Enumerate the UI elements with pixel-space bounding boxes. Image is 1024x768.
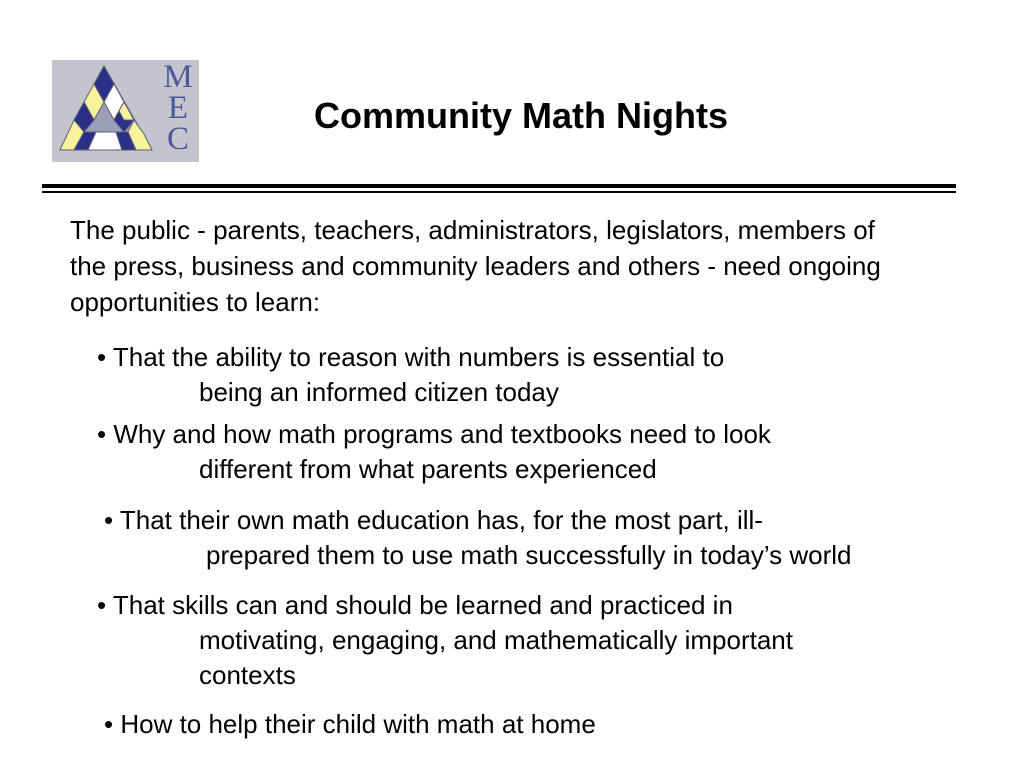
bullet-item: [97, 340, 724, 410]
bullet-line: • How to help their child with math at home: [104, 709, 596, 739]
bullet-item: [97, 417, 771, 487]
slide-title: Community Math Nights: [314, 95, 728, 136]
bullet-line: • That the ability to reason with numbers is essential to: [97, 342, 725, 372]
title-divider-thin: [42, 191, 956, 193]
intro-line: The public - parents, teachers, administrators, legislators, members of: [70, 215, 875, 245]
bullet-line: • That skills can and should be learned and practiced in: [97, 590, 733, 620]
logo-letter-m: M: [163, 59, 193, 95]
bullet-line: motivating, engaging, and mathematically important: [199, 625, 793, 655]
bullet-line: prepared them to use math successfully in today’s world: [206, 540, 852, 570]
bullet-line: • Why and how math programs and textbooks need to look: [97, 419, 771, 449]
bullet-item: [97, 588, 793, 693]
mec-logo: [52, 60, 199, 162]
title-divider-thick: [42, 184, 956, 188]
bullet-line: being an informed citizen today: [199, 377, 559, 407]
triangle-logo-icon: [52, 60, 162, 162]
intro-line: opportunities to learn:: [70, 287, 321, 317]
bullet-line: • That their own math education has, for the most part, ill-: [104, 505, 763, 535]
bullet-item: [104, 707, 596, 742]
logo-letter-c: C: [166, 121, 189, 157]
logo-letters: [158, 59, 198, 157]
intro-line: the press, business and community leaders and others - need ongoing: [70, 251, 881, 281]
bullet-line: different from what parents experienced: [199, 454, 657, 484]
logo-letter-e: E: [167, 90, 189, 126]
bullet-item: [104, 503, 852, 573]
bullet-line: contexts: [199, 660, 296, 690]
intro-paragraph: [70, 212, 1010, 320]
